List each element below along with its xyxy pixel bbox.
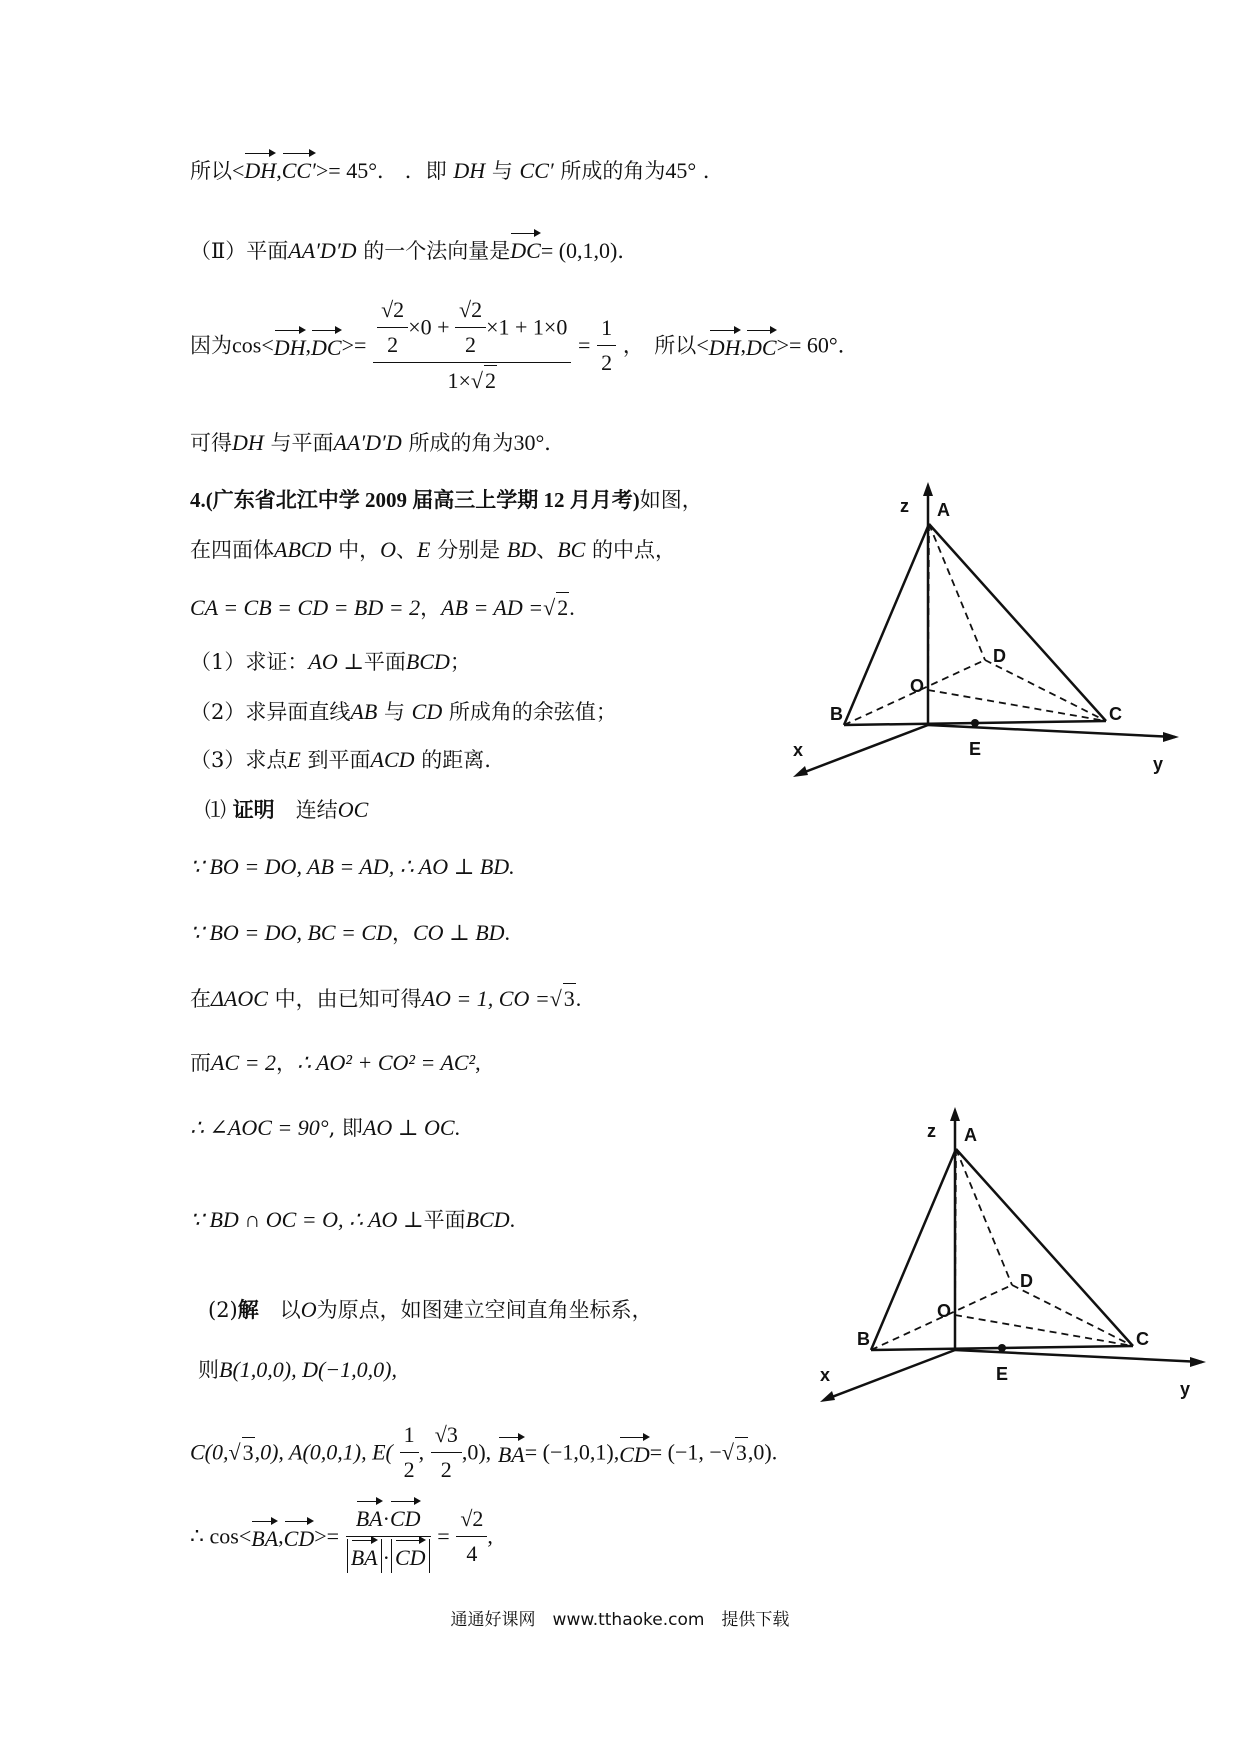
label-A: A [937, 500, 950, 520]
label-D: D [1020, 1271, 1033, 1291]
text-line: 在ΔAOC 中，由已知可得AO = 1, CO =√3. [190, 983, 581, 1014]
question-1: （1）求证：AO ⊥平面BCD； [190, 649, 471, 674]
label-y: y [1153, 754, 1164, 774]
tetrahedron-figure-1 [785, 480, 1195, 780]
label-E: E [969, 739, 982, 759]
text-line: ∵ BD ∩ OC = O, ∴ AO ⊥平面BCD. [190, 1207, 516, 1232]
label-B: B [830, 704, 843, 724]
label-x: x [793, 740, 804, 760]
page-footer: 通通好课网 www.tthaoke.com 提供下载 [450, 1610, 790, 1630]
label-E: E [996, 1364, 1009, 1384]
text-line: 所以<DH,CC′>= 45°． ．即 DH 与 CC′ 所成的角为45° ． [190, 152, 724, 186]
cosine-line: ∴ cos<BA,CD>= $\frac{BA\cdot CD}{BA \cdot CD}$ = $\frac{√2}{4}$ , [190, 1500, 493, 1573]
label-B: B [857, 1329, 870, 1349]
label-y: y [1180, 1379, 1191, 1399]
question-3: （3）求点E 到平面ACD 的距离. [190, 747, 491, 772]
question-2: （2）求异面直线AB 与 CD 所成角的余弦值； [190, 699, 617, 724]
label-z: z [927, 1121, 936, 1141]
label-D: D [993, 646, 1006, 666]
text-line: 在四面体ABCD 中，O、E 分别是 BD、BC 的中点， [190, 537, 676, 562]
label-O: O [937, 1301, 952, 1321]
tetrahedron-figure-2 [812, 1105, 1222, 1405]
text-line: 而AC = 2，∴ AO² + CO² = AC², [190, 1050, 481, 1075]
text-line: 则B(1,0,0), D(−1,0,0), [198, 1357, 397, 1382]
text-line: （Ⅱ）平面AA′D′D 的一个法向量是DC= (0,1,0)． [190, 232, 638, 266]
text-line: (2)解 以O为原点，如图建立空间直角坐标系， [208, 1297, 653, 1322]
label-x: x [820, 1365, 831, 1385]
label-C: C [1136, 1329, 1149, 1349]
label-z: z [900, 496, 909, 516]
text-line: ∵ BO = DO, BC = CD，CO ⊥ BD. [190, 920, 511, 945]
text-line: 可得DH 与平面AA′D′D 所成的角为30°． [190, 430, 566, 455]
label-C: C [1109, 704, 1122, 724]
text-line: 因为cos<DH,DC>= $\frac{√2}{2}$ ×0 + $\frac{√2}{2}$ ×1 + 1×0 1×√2 = $\frac{1}{2}$ ， 所以<DH,DC>= 60°． [190, 295, 859, 396]
text-line: ∵ BO = DO, AB = AD, ∴ AO ⊥ BD. [190, 854, 515, 879]
text-line: CA = CB = CD = BD = 2，AB = AD =√2. [190, 592, 575, 623]
text-line: ⑴ 证明 连结OC [205, 797, 369, 822]
label-A: A [964, 1125, 977, 1145]
problem-heading: 4.(广东省北江中学 2009 届高三上学期 12 月月考)如图， [190, 488, 703, 512]
label-O: O [910, 676, 925, 696]
text-line: ∴ ∠AOC = 90°, 即AO ⊥ OC. [190, 1115, 461, 1140]
coordinates-line: C(0,√3,0), A(0,0,1), E( $\frac{1}{2}$ , $\frac{√3}{2}$ ,0), BA= (−1,0,1),CD= (−1, −√3,0). [190, 1422, 778, 1482]
